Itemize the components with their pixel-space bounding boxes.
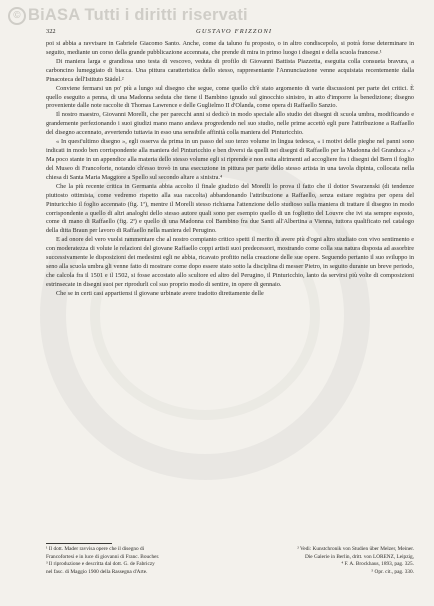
paragraph: E ad onore del vero vuolsi rammentare che al nostro compianto critico spetti il merito di avere più d'ogni altro studiato con vivo sentimento e con moderatezza di volute le relazioni del giovane Raffaello coppi artisti suoi predecessori, mostrando come colla sua natura disposta ad assorbire successivamente le disposizioni dei medesimi egli ne abbia, ricavato profitto nella creazione delle sue opere. Seguendo pertanto il suo sviluppo in seno alla scuola umbra gli venne fatto di mostrare come dopo essere stato sotto la disciplina di messer Pietro, in seguito durante un breve periodo, che calcola fra il 1501 e il 1502, si fosse accostato allo scultore ed altro del Perugino, il Pinturicchio, lanto da servirsi più volte di composizioni estrinsecate in disegni suoi per riprodurli col suo proprio modo di sentire, in opere di gennaio. bbox=[46, 236, 414, 288]
copyright-icon: © bbox=[8, 7, 26, 25]
running-head bbox=[46, 28, 414, 38]
running-title: GUSTAVO FRIZZONI bbox=[196, 28, 273, 35]
footnote-left: ¹ Il dott. Mader ravvisa opere che il disegno di bbox=[46, 546, 145, 552]
footnote-row bbox=[46, 561, 414, 569]
footnote-rule bbox=[46, 543, 112, 544]
footnote-right: ⁴ F. A. Brockhaus, 1893, pag. 325. bbox=[341, 561, 414, 568]
footnote-left: nel fasc. di Maggio 1900 della Rassegna d'Arte. bbox=[46, 568, 148, 575]
footnote-row bbox=[46, 569, 414, 577]
paragraph: « In quest'ultimo disegno », egli osserva da prima in un passo del suo terzo volume in lingua tedesca, « i motivi delle pieghe nel panni sono indicati in modo ben corrispondente alla maniera del Pinturicchio e ben diversi da quelli nei disegni di Raffaello per la Madonna del Granduca ».³ Ma poco stante in un appendice alla materia dello stesso volume egli si riprende e non esita altrimenti ad accogliere fra i disegni del Bern il foglio del Museo di Francoforte, notando ch'esso trovò in una esecuzione in pittura per parte dello stesso artista in una tavola dipinta, collocata nella chiesa di Santa Maria Maggiore a Spello sul secondo altare a sinistra.⁴ bbox=[46, 138, 414, 181]
paragraph: poi si abbia a ravvisare in Gabriele Giacomo Santo. Anche, come da taluno fu proposto, o in altro condiscepolo, si potrà forse determinare in seguito, mediante un corso della grande pubblicazione accennata, che prende di mira in primo luogo i disegni e della scuola francese.¹ bbox=[46, 40, 414, 56]
footnote-right: ² Vedi: Kunstchronik von Studien über Melzer, Meiner. bbox=[297, 546, 414, 552]
footnotes bbox=[46, 546, 414, 576]
paragraph: Di maniera larga e grandiosa uno testa di vescovo, veduta di profilo di Giovanni Battista Piazzetta, eseguita colla consueta bravura, a carboncino lumeggiato di biacca. Una pittura caratteristica dello stesso, rappresentante l'Annunciazione venne acquistata recentemente dalla Pinacoteca dell'Istituto Städel.² bbox=[46, 57, 414, 83]
footnote-row bbox=[46, 546, 414, 554]
paragraph: Che la più recente critica in Germania abbia accolto il finale giudizio del Morelli lo prova il fatto che il dottor Swarzenski (di tendenze piuttosto ottimista, come vedremo rispetto alla sua raccolta) abbandonando l'attribuzione a Raffaello, senza esitare registra per opera del Pinturicchio il foglio accennato (fig. 1ª), mentre il Morelli stesso richiama l'attenzione dello studioso sulla maniera di trattare il disegno in modo corrispondente a quello di altri analoghi dello stesso autore quali sono per esempio quello di un foglietto del Louvre che ivi sta sempre esposto, come di mano di Raffaello (fig. 2ª) e quello di una Madonna col Bambino fra due Santi all'Albertina a Vienna, tuttora qualificato nel catalogo della ditta Braun per lavoro di Raffaello nella maniera del Perugino. bbox=[46, 182, 414, 235]
page-number: 322 bbox=[46, 28, 56, 35]
footnote-left: ³ Il riproduzione e descritta dal dott. G. de Fabriczy bbox=[46, 561, 155, 568]
paragraph: Conviene fermarsi un po' più a lungo sul disegno che segue, come quello ch'è stato argomento di varie discussioni per parte dei critici. È quello eseguito a penna, di una Madonna seduta che tiene il Bambino ignudo sul ginocchio sinistro, in atto d'imporre la benedizione; disegno proveniente dalle note raccolte di Thomas Lawrence e delle Guglielmo II d'Olanda, come opera di Raffaello Sanzio. bbox=[46, 84, 414, 110]
paragraph: Che se in certi casi appartiensi il giovane urbinate avere tradotto direttamente delle bbox=[56, 289, 264, 297]
footnote-left: Francofortesi e in luce di giovanni di Franc. Boucher. bbox=[46, 553, 160, 560]
footnote-right: ⁵ Opr. cit., pag. 330. bbox=[371, 568, 414, 575]
watermark-text: BiASA Tutti i diritti riservati bbox=[28, 6, 248, 24]
paragraph: Il nostro maestro, Giovanni Morelli, che per parecchi anni si dedicò in modo speciale allo studio dei disegni di scuola umbra, modificando e grandemente perfezionando i suoi giudizi mano mano andava progredendo nel suo studio, nelle prime accettò egli pure l'attribuzione a Raffaello del disegno accennato, avvertendo tuttavia in esso una sensibile affinità colla maniera del Pinturicchio. bbox=[46, 111, 414, 137]
footnote-row bbox=[46, 554, 414, 562]
footnote-right: Die Galerie in Berlin, dritt. von LORENZ, Leipzig, bbox=[305, 553, 414, 560]
body-text bbox=[46, 40, 414, 299]
watermark bbox=[8, 6, 248, 25]
